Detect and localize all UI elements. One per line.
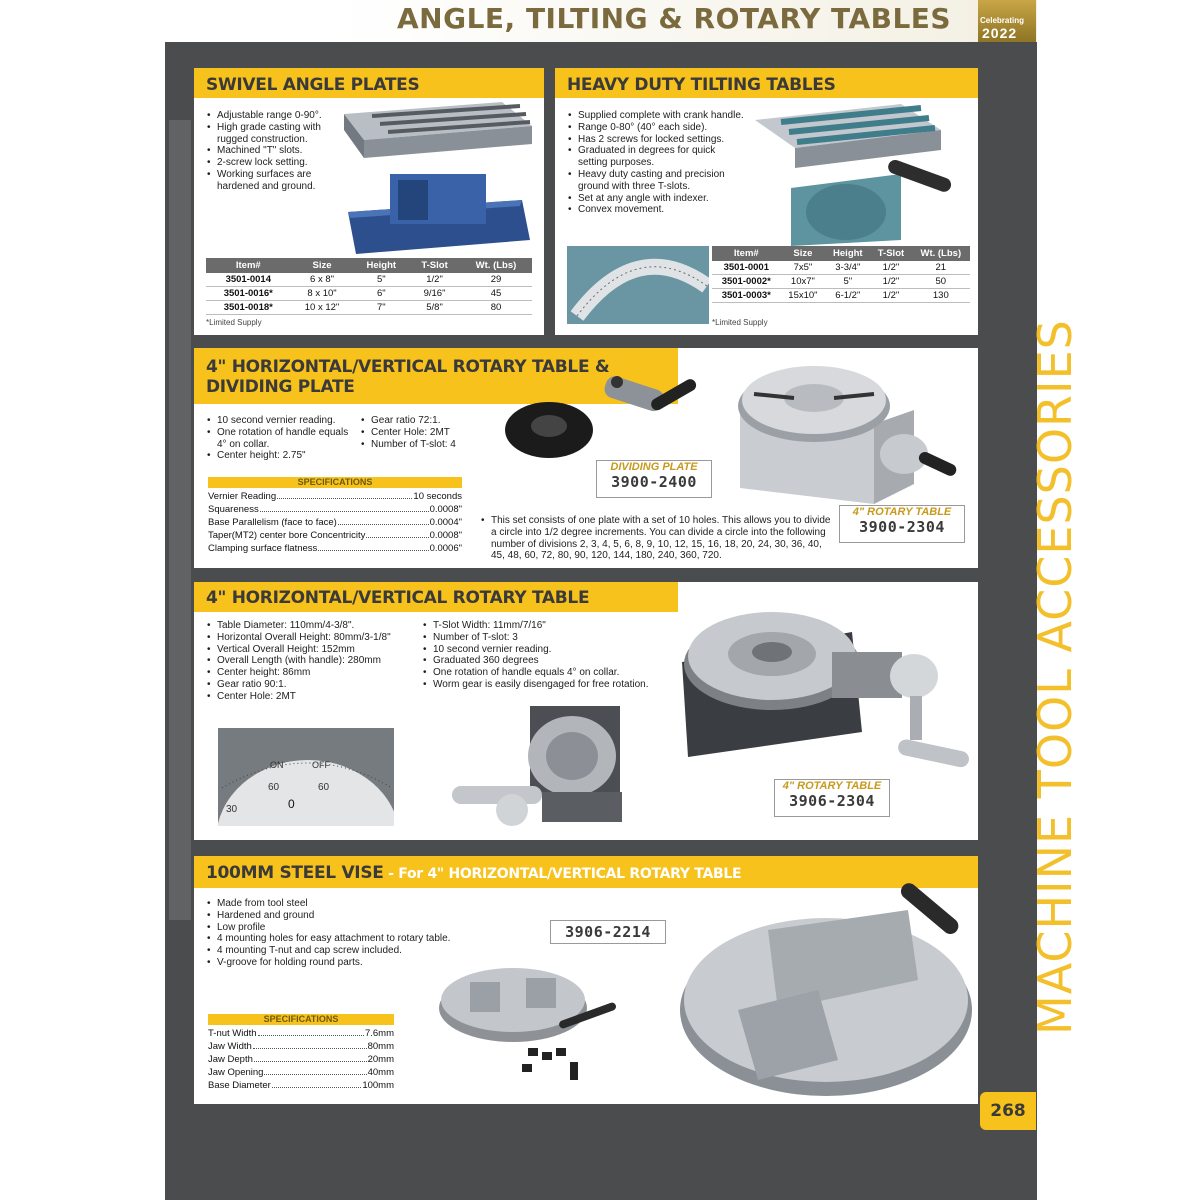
cell: 45 [460,287,532,301]
dial-on-label: ON [270,760,284,770]
spec-value: 20mm [367,1054,394,1065]
list-item: • Overall Length (with handle): 280mm [206,655,421,667]
list-item: • Horizontal Overall Height: 80mm/3-1/8" [206,632,421,644]
cell: 3501-0014 [206,273,291,287]
vise-code: 3906-2214 [565,923,651,941]
dial-30: 30 [226,804,238,815]
cell: 80 [460,301,532,315]
cell: 5" [825,275,870,289]
spec-value: 0.0006" [429,543,462,554]
table-row [206,273,532,287]
spec-value: 80mm [367,1041,394,1052]
cell: 3-3/4" [825,261,870,275]
badge-caption: Celebrating [980,16,1025,25]
cell: 3501-0016* [206,287,291,301]
spec-label: Jaw Opening [208,1067,264,1078]
cell: 10 x 12" [291,301,354,315]
title-line: 4" HORIZONTAL/VERTICAL ROTARY TABLE & [206,357,610,377]
list-item: • Table Diameter: 110mm/4-3/8". [206,620,421,632]
spec-label: Vernier Reading [208,491,277,502]
cell: 3501-0003* [712,289,781,303]
table-row [206,287,532,301]
list-item: • Center height: 86mm [206,667,421,679]
list-item: • Graduated in degrees for quick setting purposes. [567,145,747,169]
rotary-table-horizontal-code: 3906-2304 [789,792,875,810]
cell: 5" [354,273,410,287]
spec-row [208,1066,394,1079]
cell: 21 [912,261,970,275]
vise-large-image [678,860,974,1100]
spec-value: 40mm [367,1067,394,1078]
list-item: • Hardened and ground [206,910,506,922]
side-banner-text: MACHINE TOOL ACCESSORIES [1028,319,1082,1035]
list-item: • V-groove for holding round parts. [206,957,506,969]
cell: 50 [912,275,970,289]
spec-row [208,516,462,529]
cell: 6-1/2" [825,289,870,303]
list-item: • Range 0-80° (40° each side). [567,122,747,134]
spec-label: Clamping surface flatness [208,543,318,554]
swivel-note: *Limited Supply [206,318,262,327]
vise-title-main: 100MM STEEL VISE [206,863,384,883]
list-item: • Vertical Overall Height: 152mm [206,644,421,656]
vise-title [206,863,741,884]
rotary-table-title: 4" HORIZONTAL/VERTICAL ROTARY TABLE [206,588,590,608]
col-tslot: T-Slot [870,246,911,261]
rotary-table-vertical-image [442,702,632,832]
cell: 9/16" [409,287,460,301]
spec-value: 0.0004" [429,517,462,528]
spec-value: 10 seconds [413,491,462,502]
page-title: ANGLE, TILTING & ROTARY TABLES [397,2,952,35]
cell: 6" [354,287,410,301]
rotary-table-horizontal-image [672,592,972,777]
spec-value: 0.0008" [429,504,462,515]
list-item: • Center Hole: 2MT [206,691,421,703]
specs-heading: SPECIFICATIONS [208,477,462,488]
tilting-note: *Limited Supply [712,318,768,327]
vise-small-image [438,952,638,1102]
rotary-table-code: 3900-2304 [859,518,945,536]
spec-value: 0.0008" [429,530,462,541]
swivel-angle-plate-image [342,100,534,255]
vise-panel [194,856,978,1104]
rotary-table-bullets-right [422,620,682,691]
list-item: • This set consists of one plate with a set of 10 holes. This allows you to divide a circle into 1/2 degree increments. You can divide a circle into the following number of divisions 2, 3, 4, 5, 6, 8, 9, 10, 12, 15, 16, 18, 20, 24, 30, 36, 40, 45, 48, 60, 72, 80, 90, 120, 144, 180, 240, 360, 720. [480,515,832,562]
dial-60-left: 60 [268,782,280,793]
cell: 5/8" [409,301,460,315]
cell: 15x10" [781,289,826,303]
rotary-table-label: 4" ROTARY TABLE [852,506,952,518]
spec-label: Jaw Depth [208,1054,253,1065]
list-item: • 10 second vernier reading. [422,644,682,656]
list-item: • 4 mounting T-nut and cap screw included. [206,945,506,957]
list-item: • High grade casting with rugged construction. [206,122,346,146]
spec-value: 100mm [362,1080,394,1091]
cell: 1/2" [870,261,911,275]
rotary-table-horizontal-label: 4" ROTARY TABLE [782,780,882,792]
col-weight: Wt. (Lbs) [460,258,532,273]
col-tslot: T-Slot [409,258,460,273]
spec-label: Squareness [208,504,259,515]
spec-row [208,503,462,516]
cell: 6 x 8" [291,273,354,287]
swivel-table [206,258,532,315]
spec-label: Jaw Width [208,1041,252,1052]
list-item: • Made from tool steel [206,898,506,910]
dividing-plate-label: DIVIDING PLATE [610,461,698,473]
dial-0: 0 [288,797,295,811]
tilting-panel [555,68,978,335]
cell: 10x7" [781,275,826,289]
col-height: Height [825,246,870,261]
cell: 3501-0001 [712,261,781,275]
dividing-paragraph [480,515,832,562]
badge-year: 2022 [982,25,1018,41]
cell: 3501-0018* [206,301,291,315]
list-item: • Center Hole: 2MT [360,427,490,439]
cell: 130 [912,289,970,303]
spec-label: Taper(MT2) center bore Concentricity [208,530,366,541]
list-item: • Convex movement. [567,204,747,216]
page-number: 268 [980,1092,1036,1130]
cell: 29 [460,273,532,287]
cell: 7x5" [781,261,826,275]
list-item: • Gear ratio 90:1. [206,679,421,691]
list-item: • Set at any angle with indexer. [567,193,747,205]
dividing-plate-callout [596,460,712,498]
list-item: • Heavy duty casting and precision ground with three T-slots. [567,169,747,193]
table-row [712,261,970,275]
col-height: Height [354,258,410,273]
title-line: DIVIDING PLATE [206,377,355,397]
list-item: • One rotation of handle equals 4° on collar. [206,427,356,451]
spec-row [208,1040,394,1053]
spec-row [208,529,462,542]
rotary-dividing-bullets-left [206,415,356,462]
list-item: • Number of T-slot: 3 [422,632,682,644]
dial-off-label: OFF [312,760,330,770]
spec-row [208,1053,394,1066]
swivel-bullets [206,110,346,193]
list-item: • T-Slot Width: 11mm/7/16" [422,620,682,632]
rotary-dividing-specs [208,477,462,555]
specs-heading: SPECIFICATIONS [208,1014,394,1025]
list-item: • 2-screw lock setting. [206,157,346,169]
list-item: • One rotation of handle equals 4° on collar. [422,667,682,679]
swivel-panel [194,68,544,335]
dividing-plate-image [499,368,714,463]
rotary-table-horizontal-callout [774,779,890,817]
vise-callout [550,920,666,944]
vernier-dial-closeup-image [218,728,394,826]
spec-label: T-nut Width [208,1028,257,1039]
spec-row [208,1079,394,1092]
table-row [712,289,970,303]
col-size: Size [781,246,826,261]
list-item: • Working surfaces are hardened and ground. [206,169,346,193]
col-item: Item# [206,258,291,273]
col-item: Item# [712,246,781,261]
spec-row [208,1027,394,1040]
spec-row [208,490,462,503]
rotary-table-4in-image [734,354,969,514]
list-item: • Low profile [206,922,506,934]
rotary-table-bullets-left [206,620,421,703]
list-item: • 4 mounting holes for easy attachment to rotary table. [206,933,506,945]
dial-60-right: 60 [318,782,330,793]
rotary-table-panel [194,582,978,840]
rotary-dividing-panel [194,348,978,568]
list-item: • Machined "T" slots. [206,145,346,157]
list-item: • Adjustable range 0-90°. [206,110,346,122]
tilting-bullets [567,110,747,216]
tilting-table [712,246,970,303]
spec-value: 7.6mm [364,1028,394,1039]
list-item: • Gear ratio 72:1. [360,415,490,427]
vise-specs [208,1014,394,1092]
list-item: • 10 second vernier reading. [206,415,356,427]
cell: 1/2" [870,275,911,289]
vise-title-sub: - For 4" HORIZONTAL/VERTICAL ROTARY TABLE [383,866,742,882]
list-item: • Has 2 screws for locked settings. [567,134,747,146]
table-row [206,301,532,315]
spec-row [208,542,462,555]
list-item: • Supplied complete with crank handle. [567,110,747,122]
table-row [712,275,970,289]
cell: 3501-0002* [712,275,781,289]
cell: 1/2" [870,289,911,303]
col-size: Size [291,258,354,273]
tilting-title: HEAVY DUTY TILTING TABLES [567,75,836,95]
cell: 1/2" [409,273,460,287]
swivel-title: SWIVEL ANGLE PLATES [206,75,420,95]
spec-label: Base Parallelism (face to face) [208,517,337,528]
col-weight: Wt. (Lbs) [912,246,970,261]
tilting-scale-closeup-image [567,246,709,324]
list-item: • Number of T-slot: 4 [360,439,490,451]
gear-watermark-icon [165,120,195,920]
cell: 8 x 10" [291,287,354,301]
list-item: • Worm gear is easily disengaged for free rotation. [422,679,682,691]
rotary-dividing-bullets-right [360,415,490,450]
cell: 7" [354,301,410,315]
rotary-table-callout [839,505,965,543]
dividing-plate-code: 3900-2400 [611,473,697,491]
tilting-table-image [751,100,973,248]
list-item: • Center height: 2.75" [206,450,356,462]
list-item: • Graduated 360 degrees [422,655,682,667]
spec-label: Base Diameter [208,1080,271,1091]
